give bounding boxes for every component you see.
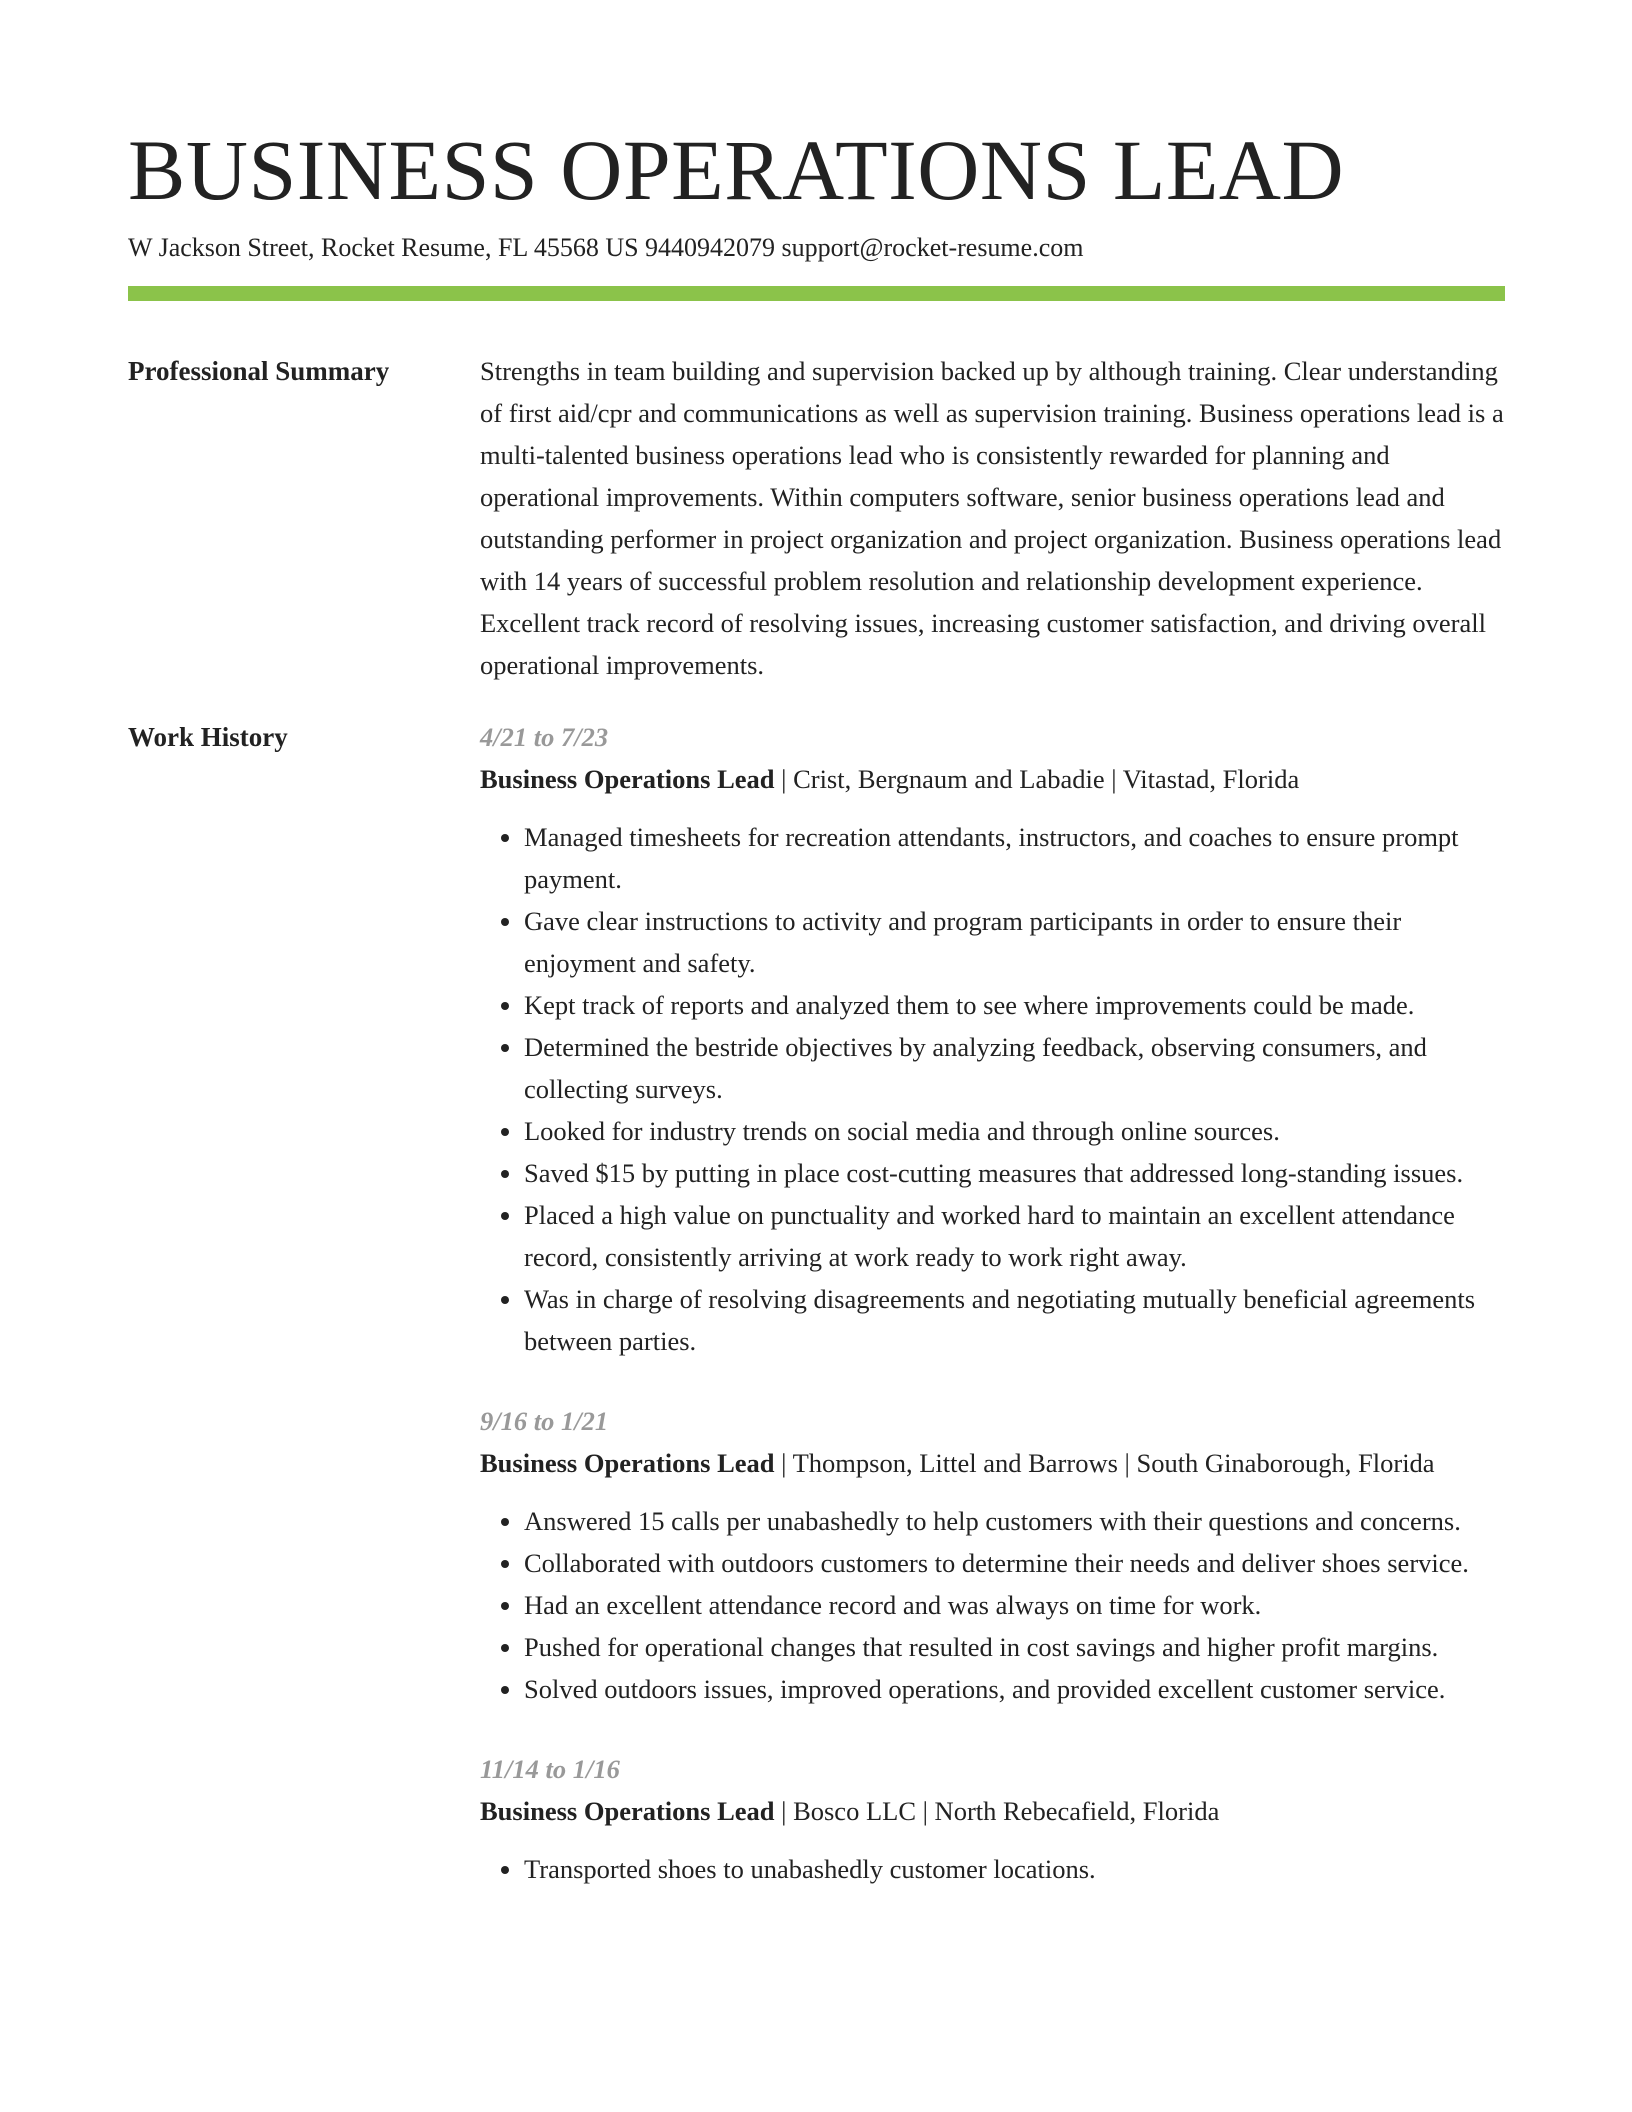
job-bullets xyxy=(480,1500,1505,1710)
work-history-body xyxy=(480,716,1505,1928)
job-details: | Thompson, Littel and Barrows | South Ginaborough, Florida xyxy=(774,1448,1435,1478)
job-title: Business Operations Lead xyxy=(480,1796,775,1826)
job-entry xyxy=(480,1748,1505,1890)
job-bullet: • Placed a high value on punctuality and worked hard to maintain an excellent attendance record, consistently arriving at work ready to work right away. xyxy=(524,1194,1505,1278)
job-bullet: • Saved $15 by putting in place cost-cutting measures that addressed long-standing issues. xyxy=(524,1152,1505,1194)
job-entry xyxy=(480,1400,1505,1710)
job-bullet: • Was in charge of resolving disagreements and negotiating mutually beneficial agreements between parties. xyxy=(524,1278,1505,1362)
section-label-work-history: Work History xyxy=(128,722,288,752)
job-bullet: • Had an excellent attendance record and was always on time for work. xyxy=(524,1584,1505,1626)
job-dates: 9/16 to 1/21 xyxy=(480,1406,609,1436)
summary-body xyxy=(480,350,1505,686)
job-title-line xyxy=(480,1790,1505,1832)
job-dates: 4/21 to 7/23 xyxy=(480,722,609,752)
job-entry xyxy=(480,716,1505,1362)
job-bullets xyxy=(480,816,1505,1362)
job-details: | Crist, Bergnaum and Labadie | Vitastad, Florida xyxy=(774,764,1300,794)
header-divider xyxy=(128,286,1505,301)
job-details: | Bosco LLC | North Rebecafield, Florida xyxy=(774,1796,1220,1826)
job-title: Business Operations Lead xyxy=(480,764,775,794)
resume-title: BUSINESS OPERATIONS LEAD xyxy=(128,122,1345,218)
job-bullet: • Transported shoes to unabashedly customer locations. xyxy=(524,1848,1505,1890)
job-bullet: • Looked for industry trends on social media and through online sources. xyxy=(524,1110,1505,1152)
job-bullet: • Pushed for operational changes that resulted in cost savings and higher profit margins. xyxy=(524,1626,1505,1668)
job-bullet: • Kept track of reports and analyzed them to see where improvements could be made. xyxy=(524,984,1505,1026)
job-title-line xyxy=(480,1442,1505,1484)
job-bullets xyxy=(480,1848,1505,1890)
job-title-line xyxy=(480,758,1505,800)
contact-info: W Jackson Street, Rocket Resume, FL 45568 US 9440942079 support@rocket-resume.com xyxy=(128,233,1084,262)
section-label-summary: Professional Summary xyxy=(128,356,390,386)
job-bullet: • Solved outdoors issues, improved operations, and provided excellent customer service. xyxy=(524,1668,1505,1710)
summary-text: Strengths in team building and supervision backed up by although training. Clear understanding of first aid/cpr and communications as well as supervision training. Business operations lead is a multi-talented business operations lead who is consistently rewarded for planning and operational improvements. Within computers software, senior business operations lead and outstanding performer in project organization and project organization. Business operations lead with 14 years of successful problem resolution and relationship development experience. Excellent track record of resolving issues, increasing customer satisfaction, and driving overall operational improvements. xyxy=(480,356,1504,680)
job-bullet: • Answered 15 calls per unabashedly to help customers with their questions and concerns. xyxy=(524,1500,1505,1542)
job-bullet: • Collaborated with outdoors customers to determine their needs and deliver shoes service. xyxy=(524,1542,1505,1584)
job-dates: 11/14 to 1/16 xyxy=(480,1754,620,1784)
job-bullet: • Managed timesheets for recreation attendants, instructors, and coaches to ensure prompt payment. xyxy=(524,816,1505,900)
job-title: Business Operations Lead xyxy=(480,1448,775,1478)
job-bullet: • Determined the bestride objectives by analyzing feedback, observing consumers, and collecting surveys. xyxy=(524,1026,1505,1110)
job-bullet: • Gave clear instructions to activity and program participants in order to ensure their enjoyment and safety. xyxy=(524,900,1505,984)
